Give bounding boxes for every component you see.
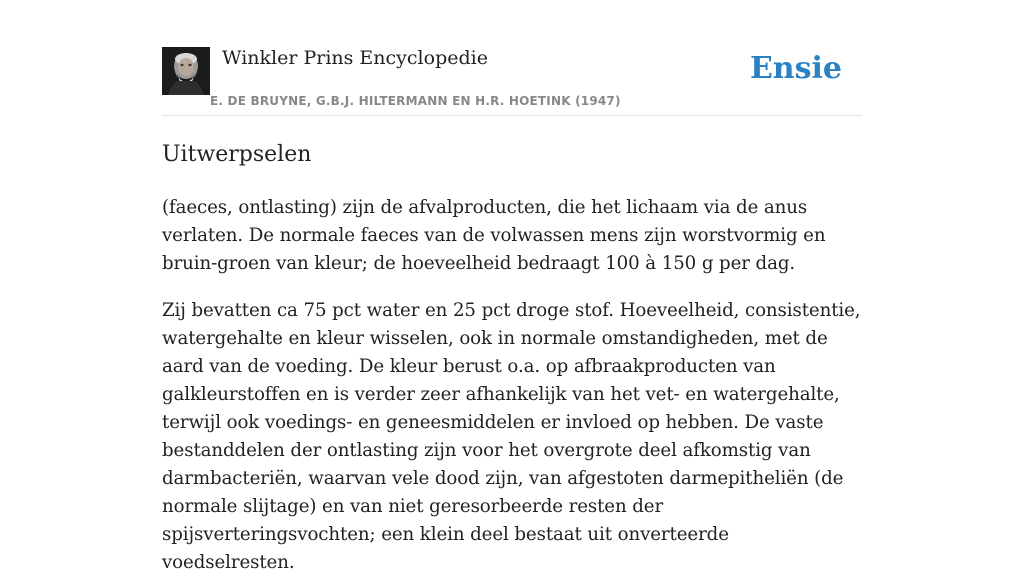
page-header: [162, 0, 862, 116]
article-paragraph: Zij bevatten ca 75 pct water en 25 pct droge stof. Hoeveelheid, consistentie, watergehalte en kleur wisselen, ook in normale omstandigheden, met de aard van de voeding. De kleur berust o.a. op afbraakproducten van galkleurstoffen en is verder zeer afhankelijk van het vet- en watergehalte, terwijl ook voedings- en geneesmiddelen er invloed op hebben. De vaste bestanddelen der ontlasting zijn voor het overgrote deel afkomstig van darmbacteriën, waarvan vele dood zijn, van afgestoten darmepitheliën (de normale slijtage) en van niet geresorbeerde resten der spijsverteringsvochten; een klein deel bestaat uit onverteerde voedselresten.: [162, 300, 861, 573]
avatar[interactable]: [162, 47, 210, 95]
article: [162, 116, 862, 577]
article-title: Uitwerpselen: [162, 142, 312, 167]
publication-authors: E. DE BRUYNE, G.B.J. HILTERMANN EN H.R. HOETINK (1947): [210, 94, 621, 108]
article-paragraph: (faeces, ontlasting) zijn de afvalproducten, die het lichaam via de anus verlaten. De normale faeces van de volwassen mens zijn worstvormig en bruin-groen van kleur; de hoeveelheid bedraagt 100 à 150 g per dag.: [162, 197, 826, 274]
publication-title[interactable]: Winkler Prins Encyclopedie: [222, 47, 488, 69]
ensie-logo-link[interactable]: Ensie: [749, 51, 842, 86]
author-portrait-icon: [162, 47, 210, 95]
